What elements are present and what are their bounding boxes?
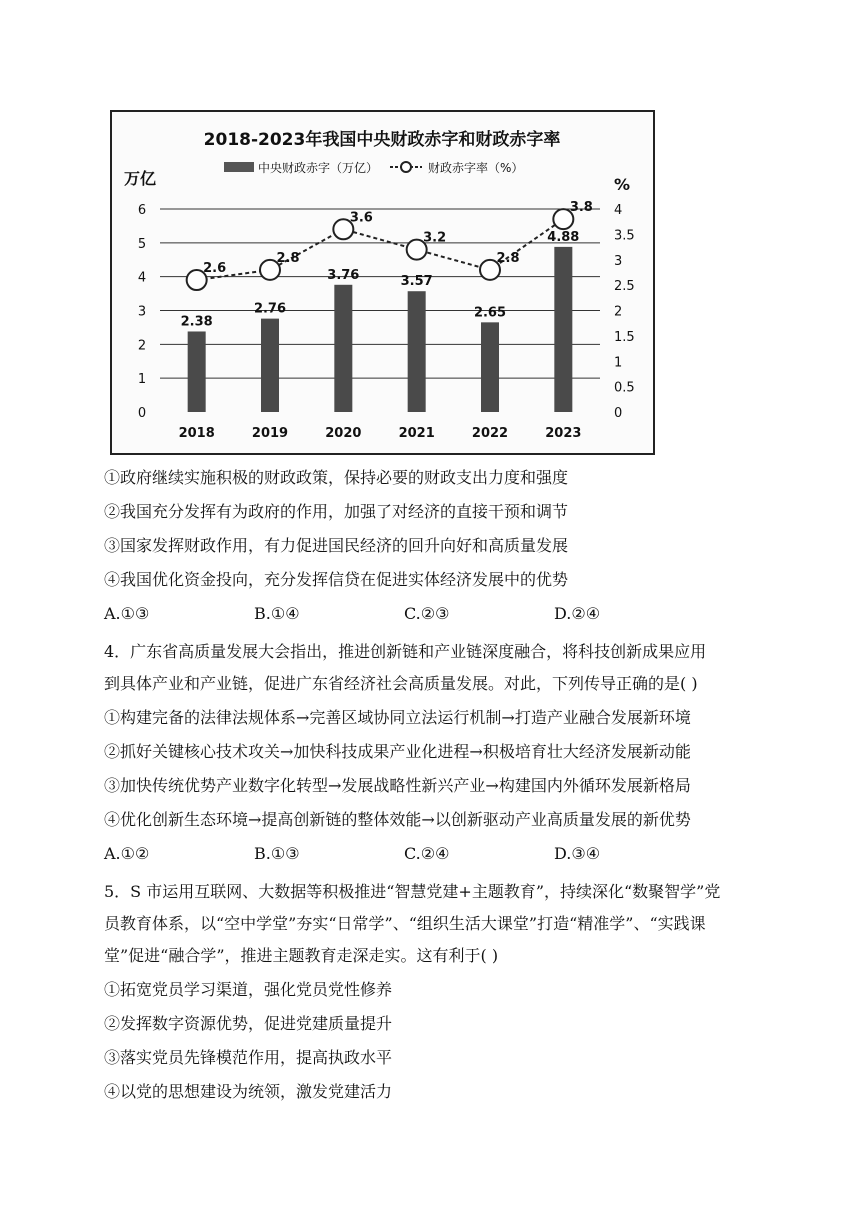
q3-choice-c[interactable]: C.②③ — [404, 604, 450, 623]
rate-value-label: 2.8 — [276, 250, 300, 266]
bar — [188, 331, 206, 412]
q5-item-2: ②发挥数字资源优势，促进党建质量提升 — [104, 1014, 393, 1033]
q4-item-3: ③加快传统优势产业数字化转型→发展战略性新兴产业→构建国内外循环发展新格局 — [104, 776, 691, 795]
left-tick-label: 5 — [137, 236, 147, 252]
right-tick-label: 2 — [614, 304, 623, 320]
left-tick-label: 1 — [137, 372, 147, 388]
q4-choice-a[interactable]: A.①② — [104, 844, 150, 863]
rate-value-label: 2.6 — [203, 261, 227, 277]
q5-stem-1: 5．S 市运用互联网、大数据等积极推进“智慧党建+主题教育”，持续深化“数聚智学”党 — [104, 882, 721, 901]
legend-line-label: 财政赤字率（%） — [428, 161, 524, 175]
q4-item-2: ②抓好关键核心技术攻关→加快科技成果产业化进程→积极培育壮大经济发展新动能 — [104, 742, 691, 761]
rate-value-label: 2.8 — [496, 250, 520, 266]
left-tick-label: 3 — [137, 304, 147, 320]
bar-value-label: 3.76 — [327, 267, 360, 283]
left-tick-label: 4 — [137, 270, 147, 286]
left-tick-label: 2 — [137, 338, 147, 354]
q4-choice-b[interactable]: B.①③ — [254, 844, 300, 863]
q4-choice-c[interactable]: C.②④ — [404, 844, 450, 863]
right-tick-label: 2.5 — [614, 279, 635, 295]
legend-line-marker — [401, 162, 411, 172]
x-tick-label: 2023 — [545, 426, 582, 441]
x-tick-label: 2019 — [251, 426, 289, 441]
q4-stem-2: 到具体产业和产业链，促进广东省经济社会高质量发展。对此，下列传导正确的是( ) — [104, 674, 698, 693]
right-tick-label: 0.5 — [614, 380, 635, 396]
right-tick-label: 1.5 — [614, 329, 635, 345]
bar — [554, 247, 572, 412]
rate-value-label: 3.6 — [349, 210, 373, 226]
q3-item-3: ③国家发挥财政作用，有力促进国民经济的回升向好和高质量发展 — [104, 536, 569, 555]
bar-value-label: 2.38 — [180, 314, 213, 330]
q3-item-4: ④我国优化资金投向，充分发挥信贷在促进实体经济发展中的优势 — [104, 570, 569, 589]
left-axis-unit: 万亿 — [124, 169, 157, 188]
legend-bar-swatch — [224, 162, 254, 172]
q4-item-1: ①构建完备的法律法规体系→完善区域协同立法运行机制→打造产业融合发展新环境 — [104, 708, 691, 727]
right-axis-unit: % — [614, 175, 631, 194]
bar-value-label: 4.88 — [547, 229, 580, 245]
rate-line — [197, 219, 564, 280]
q5-stem-3: 堂”促进“融合学”，推进主题教育走深走实。这有利于( ) — [104, 946, 499, 965]
legend-bar-label: 中央财政赤字（万亿） — [258, 161, 379, 175]
bar-value-label: 2.65 — [473, 305, 507, 321]
x-tick-label: 2022 — [471, 426, 509, 441]
bar-value-label: 2.76 — [253, 301, 287, 317]
q4-choice-d[interactable]: D.③④ — [554, 844, 601, 863]
rate-value-label: 3.2 — [423, 230, 447, 246]
q3-choice-b[interactable]: B.①④ — [254, 604, 300, 623]
q5-item-3: ③落实党员先锋模范作用，提高执政水平 — [104, 1048, 393, 1067]
left-tick-label: 0 — [137, 406, 147, 421]
q3-choice-a[interactable]: A.①③ — [104, 604, 150, 623]
deficit-chart — [110, 110, 655, 455]
right-tick-label: 3.5 — [614, 228, 635, 244]
bar-value-label: 3.57 — [400, 274, 433, 290]
right-tick-label: 3 — [614, 253, 623, 269]
bar — [261, 319, 279, 412]
bar — [334, 285, 352, 412]
bar — [408, 291, 426, 412]
q4-stem-1: 4．广东省高质量发展大会指出，推进创新链和产业链深度融合，将科技创新成果应用 — [104, 642, 707, 661]
q3-item-1: ①政府继续实施积极的财政政策，保持必要的财政支出力度和强度 — [104, 468, 569, 487]
q4-item-4: ④优化创新生态环境→提高创新链的整体效能→以创新驱动产业高质量发展的新优势 — [104, 810, 691, 829]
chart-svg — [112, 112, 653, 453]
q5-stem-2: 员教育体系，以“空中学堂”夯实“日常学”、“组织生活大课堂”打造“精准学”、“实践课 — [104, 914, 706, 933]
rate-value-label: 3.8 — [569, 200, 593, 216]
bar — [481, 322, 499, 412]
right-tick-label: 1 — [614, 355, 623, 371]
x-tick-label: 2018 — [178, 426, 215, 441]
x-tick-label: 2021 — [398, 426, 435, 441]
left-tick-label: 6 — [137, 203, 147, 218]
q3-choice-d[interactable]: D.②④ — [554, 604, 601, 623]
chart-title: 2018-2023年我国中央财政赤字和财政赤字率 — [203, 130, 561, 150]
q5-item-4: ④以党的思想建设为统领，激发党建活力 — [104, 1082, 393, 1101]
q5-item-1: ①拓宽党员学习渠道，强化党员党性修养 — [104, 980, 393, 999]
right-tick-label: 0 — [614, 406, 623, 421]
q3-item-2: ②我国充分发挥有为政府的作用，加强了对经济的直接干预和调节 — [104, 502, 569, 521]
x-tick-label: 2020 — [325, 426, 362, 441]
right-tick-label: 4 — [614, 203, 623, 218]
